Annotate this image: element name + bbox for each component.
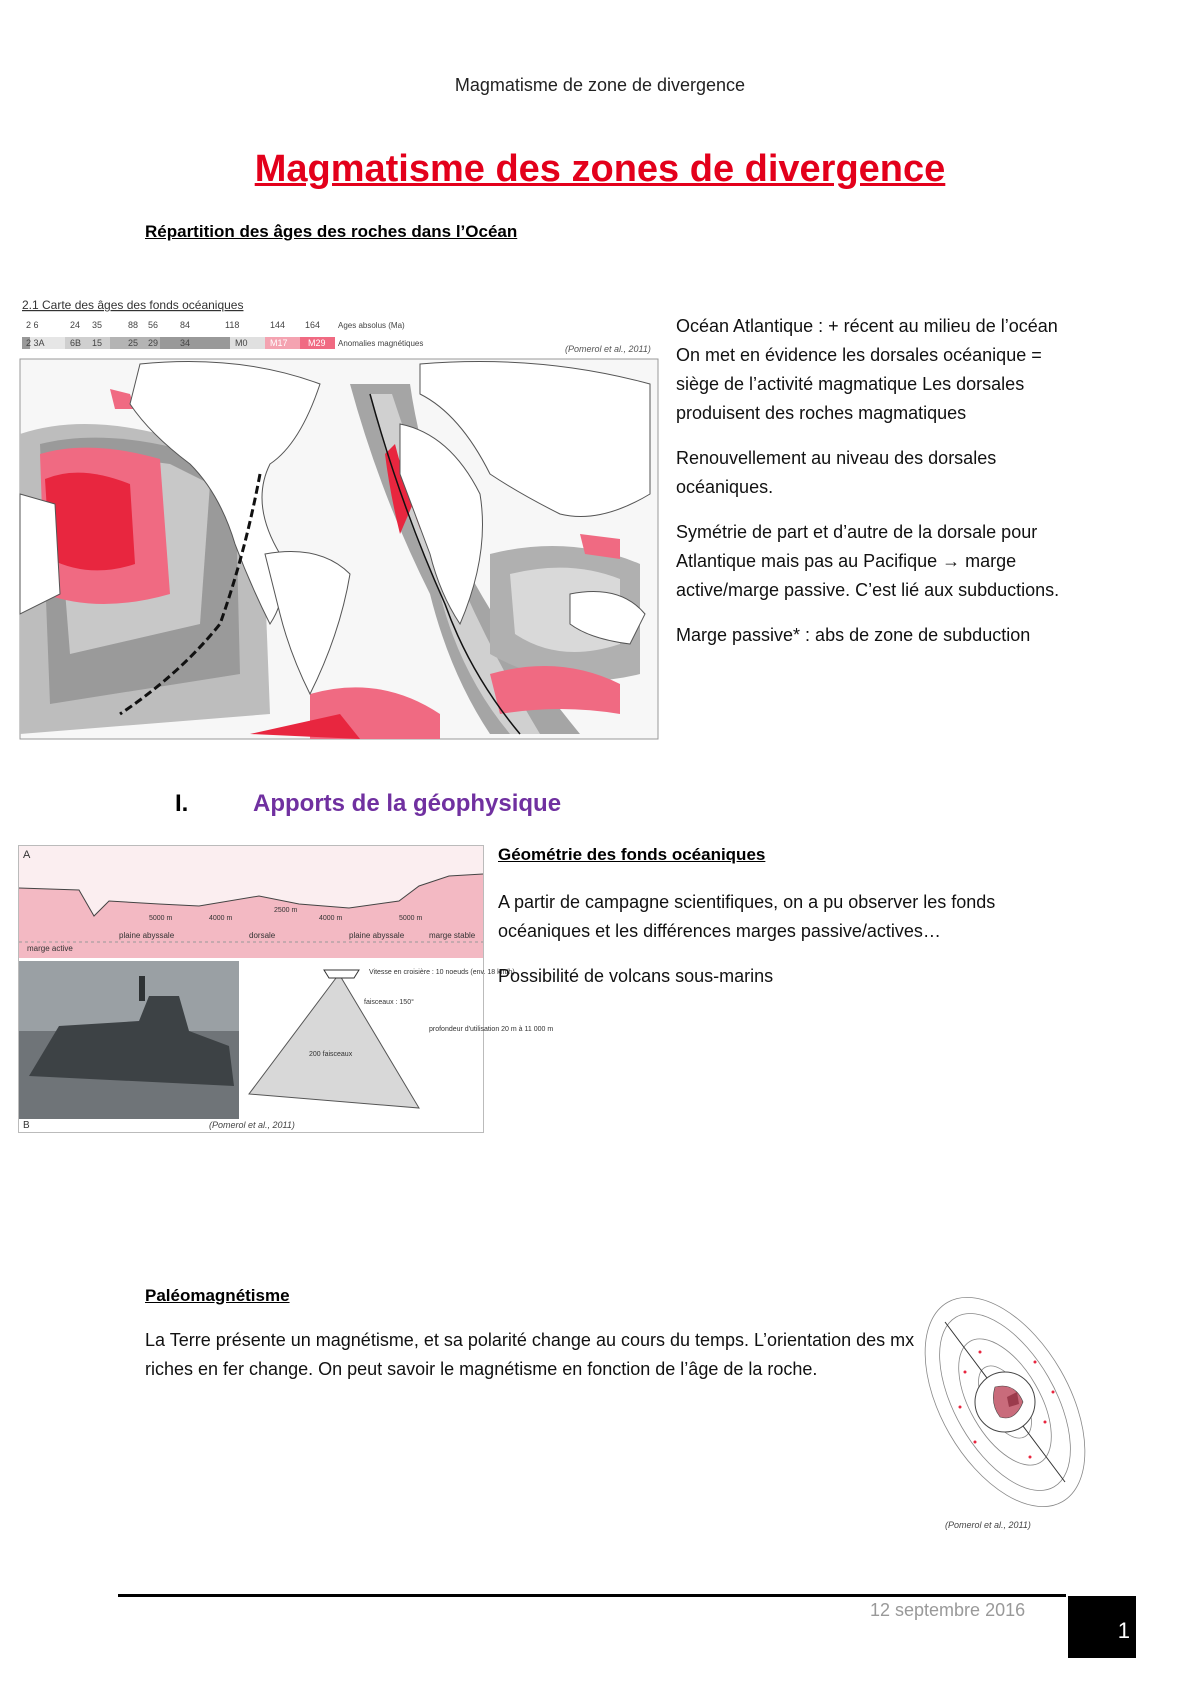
paleomagnetisme-text	[145, 1326, 915, 1400]
legend-age-5: 84	[180, 320, 191, 330]
sonar-label-count: 200 faisceaux	[309, 1051, 353, 1058]
zone-label-3: dorsale	[249, 931, 276, 940]
legend-age-8: 164	[305, 320, 321, 330]
legend-anom-2: 15	[92, 338, 103, 348]
geometrie-text	[498, 888, 1078, 1007]
zone-label-1: marge active	[27, 944, 73, 953]
section-heading-geophysique	[175, 790, 561, 818]
legend-age-0: 2 6	[26, 320, 39, 330]
legend-anom-3: 25	[128, 338, 139, 348]
footer-date: 12 septembre 2016	[870, 1600, 1026, 1620]
legend-anom-8: M29	[308, 338, 326, 348]
depth-label-2: 4000 m	[209, 915, 233, 922]
legend-age-4: 56	[148, 320, 159, 330]
ocean-age-map	[20, 294, 660, 740]
page-title: Magmatisme des zones de divergence	[254, 148, 946, 190]
ages-text	[676, 312, 1081, 666]
sonar-label-beam: faisceaux : 150°	[364, 999, 414, 1006]
seafloor-figure	[18, 845, 554, 1133]
zone-label-2: plaine abyssale	[119, 931, 175, 940]
legend-anom-0: 2 3A	[26, 338, 45, 348]
geometrie-paragraph-2: Possibilité de volcans sous-marins	[498, 966, 774, 986]
magnetic-field-figure	[935, 1292, 1075, 1536]
section-number: I.	[175, 790, 189, 817]
subheading-paleomagnetisme: Paléomagnétisme	[145, 1286, 290, 1305]
legend-age-title: Ages absolus (Ma)	[338, 321, 405, 330]
geometrie-paragraph-1: A partir de campagne scientifiques, on a pu observer les fonds océaniques et les différences marges passive/actives…	[498, 892, 996, 941]
legend-anom-5: 34	[180, 338, 191, 348]
ages-paragraph-1: Océan Atlantique : + récent au milieu de l’océan On met en évidence les dorsales océanique = siège de l’activité magmatique Les dorsales produisent des roches magmatiques	[676, 316, 1058, 423]
legend-anom-6: M0	[235, 338, 248, 348]
sonar-label-depth: profondeur d'utilisation 20 m à 11 000 m	[429, 1026, 554, 1033]
sonar-label-speed: Vitesse en croisière : 10 noeuds (env. 18 km/h)	[369, 969, 515, 976]
running-header: Magmatisme de zone de divergence	[454, 75, 746, 95]
map-legend	[22, 320, 423, 349]
ages-paragraph-2: Renouvellement au niveau des dorsales océaniques.	[676, 448, 997, 497]
depth-label-4: 4000 m	[319, 915, 343, 922]
section-title: Apports de la géophysique	[253, 790, 562, 817]
legend-age-3: 88	[128, 320, 139, 330]
page-number: 1	[1068, 1596, 1136, 1658]
legend-anom-7: M17	[270, 338, 288, 348]
magnetic-field-diagram	[935, 1292, 1075, 1536]
magnetic-credit: (Pomerol et al., 2011)	[945, 1520, 1031, 1530]
depth-label-1: 5000 m	[149, 915, 173, 922]
legend-age-6: 118	[225, 320, 240, 330]
depth-label-5: 5000 m	[399, 915, 423, 922]
ages-paragraph-3: Symétrie de part et d’autre de la dorsale pour Atlantique mais pas au Pacifique → marge active/marge passive. C’est lié aux subductions.	[676, 522, 1060, 600]
legend-age-1: 24	[70, 320, 81, 330]
footer-divider	[118, 1594, 1066, 1597]
map-credit: (Pomerol et al., 2011)	[565, 344, 651, 354]
ages-paragraph-4: Marge passive* : abs de zone de subduction	[676, 625, 1031, 645]
section-heading-ages: Répartition des âges des roches dans l’Océan	[145, 222, 518, 241]
seafloor-diagram	[19, 846, 554, 1132]
zone-label-5: marge stable	[429, 931, 476, 940]
legend-anom-title: Anomalies magnétiques	[338, 339, 424, 348]
depth-label-3: 2500 m	[274, 907, 298, 914]
paleomagnetisme-paragraph: La Terre présente un magnétisme, et sa polarité change au cours du temps. L’orientation des mx riches en fer change. On peut savoir le magnétisme en fonction de l’âge de la roche.	[145, 1330, 915, 1379]
legend-age-2: 35	[92, 320, 103, 330]
zone-label-4: plaine abyssale	[349, 931, 405, 940]
map-caption: 2.1 Carte des âges des fonds océaniques	[22, 298, 244, 312]
legend-anom-4: 29	[148, 338, 159, 348]
subheading-geometrie: Géométrie des fonds océaniques	[498, 845, 766, 864]
figure-label-b: B	[23, 1120, 30, 1131]
figure-label-a: A	[23, 849, 31, 861]
legend-anom-1: 6B	[70, 338, 82, 348]
legend-age-7: 144	[270, 320, 286, 330]
seafloor-credit: (Pomerol et al., 2011)	[209, 1120, 295, 1130]
ocean-age-map-figure	[20, 294, 660, 740]
